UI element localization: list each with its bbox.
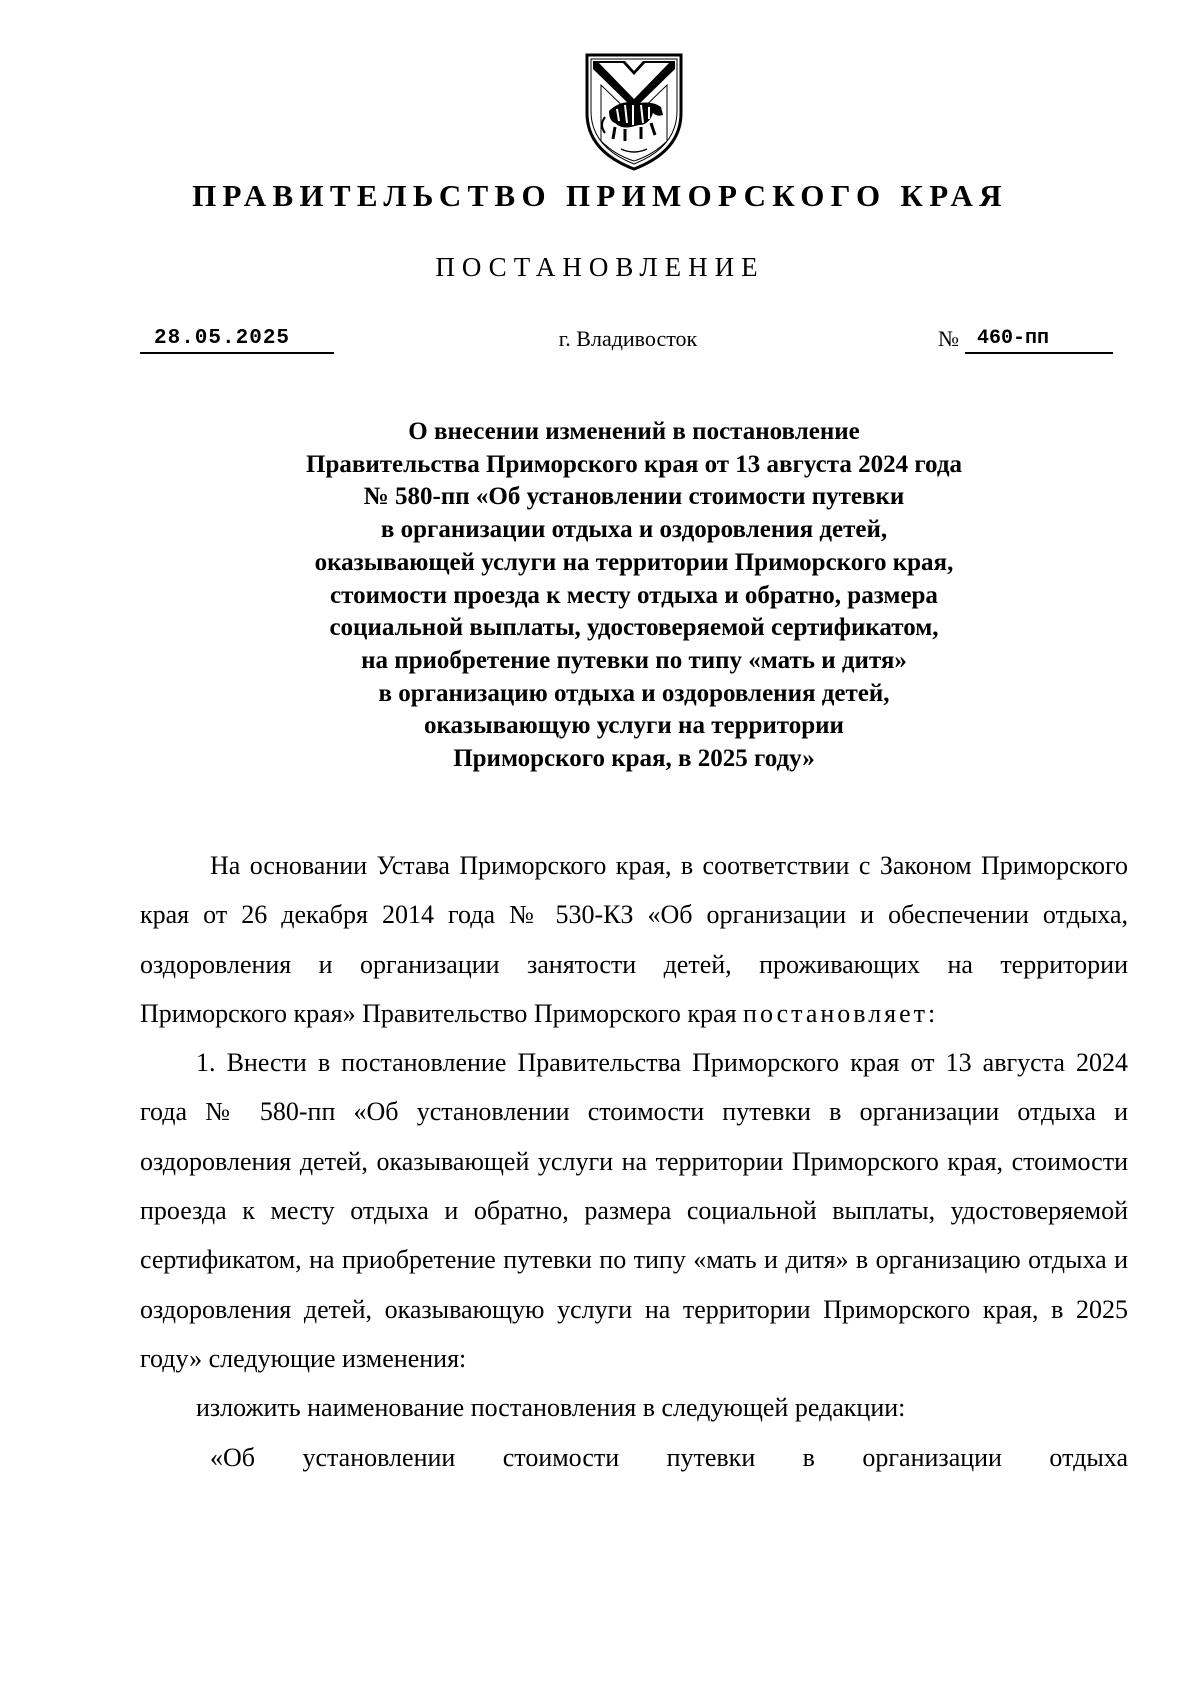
coat-of-arms-emblem (581, 51, 687, 172)
document-city: г. Владивосток (558, 326, 698, 351)
preamble-paragraph (140, 841, 1128, 1038)
item-1-paragraph: 1. Внести в постановление Правительства Приморского края от 13 августа 2024 года № 580-пп «Об установлении стоимости путевки в организации отдыха и оздоровления детей, оказывающей услуги на территории Приморского края, стоимости проезда к месту отдыха и обратно, размера социальной выплаты, удостоверяемой сертификатом, на приобретение путевки по типу «мать и дитя» в организацию отдыха и оздоровления детей, оказывающую услуги на территории Приморского края, в 2025 году» следующие изменения: (140, 1048, 1128, 1373)
document-type: ПОСТАНОВЛЕНИЕ (435, 252, 765, 282)
title-line: на приобретение путевки по типу «мать и дитя» (361, 646, 907, 674)
document-title (140, 416, 1128, 776)
title-line: стоимости проезда к месту отдыха и обратно, размера (330, 581, 938, 609)
document-date: 28.05.2025 (140, 326, 334, 354)
title-line: № 580-пп «Об установлении стоимости путевки (363, 483, 905, 511)
document-number-label: № (938, 326, 959, 351)
document-body (140, 841, 1128, 1482)
title-line: О внесении изменений в постановление (408, 418, 860, 445)
title-line: Правительства Приморского края от 13 августа 2024 года (306, 450, 962, 478)
title-line: оказывающей услуги на территории Приморского края, (314, 548, 954, 576)
resolves-word: постановляет: (743, 998, 939, 1028)
title-line: оказывающую услуги на территории (424, 712, 844, 740)
quoted-new-title-start: «Об установлении стоимости путевки в организации отдыха (210, 1442, 1128, 1472)
item-1-subparagraph: изложить наименование постановления в следующей редакции: (196, 1393, 906, 1423)
preamble-text: На основании Устава Приморского края, в соответствии с Законом Приморского края от 26 декабря 2014 года № 530-КЗ «Об организации и обеспечении отдыха, оздоровления и организации занятости детей, проживающих на территории Приморского края» Правительство Приморского края (140, 851, 1128, 1028)
title-line: Приморского края, в 2025 году» (453, 745, 815, 773)
title-line: в организации отдыха и оздоровления детей, (380, 516, 888, 544)
title-line: социальной выплаты, удостоверяемой сертификатом, (329, 614, 939, 642)
title-line: в организацию отдыха и оздоровления детей, (378, 679, 890, 707)
document-number: 460-пп (965, 326, 1113, 354)
organization-name: ПРАВИТЕЛЬСТВО ПРИМОРСКОГО КРАЯ (192, 178, 1008, 213)
